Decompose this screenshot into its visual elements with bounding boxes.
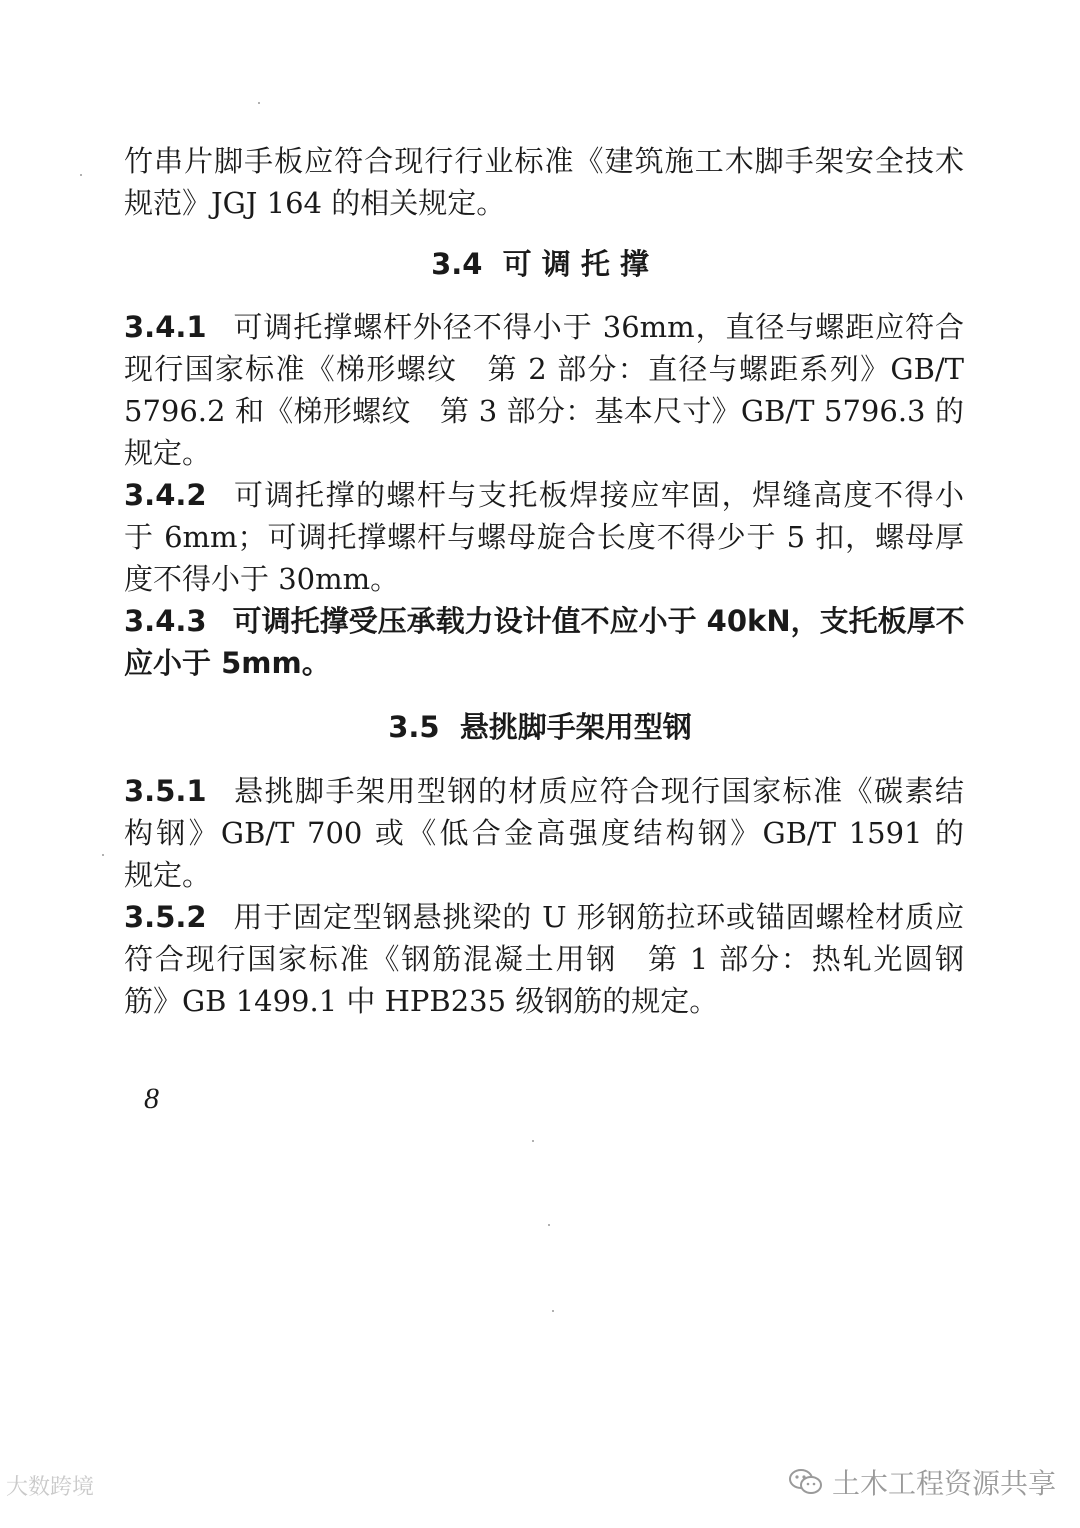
clause-3-4-3-line-2: 应小于 5mm。 [124, 646, 331, 680]
scan-speck [102, 854, 104, 856]
clause-3-4-1-line-1 [124, 306, 964, 348]
scan-speck [532, 1140, 534, 1142]
clause-3-5-2-line-1 [124, 896, 964, 938]
clause-text: 可调托撑的螺杆与支托板焊接应牢固，焊缝高度不得小 [232, 478, 964, 512]
clause-number: 3.5.1 [124, 774, 207, 808]
wechat-icon [788, 1467, 824, 1497]
watermark-left [6, 1470, 94, 1501]
clause-3-5-1-line-2: 构钢》GB/T 700 或《低合金高强度结构钢》GB/T 1591 的 [124, 816, 964, 850]
intro-line-2: 规范》JGJ 164 的相关规定。 [124, 186, 506, 220]
section-heading-3-4: 3.4 可 调 托 撑 [431, 247, 649, 281]
clause-3-5-2-line-3: 筋》GB 1499.1 中 HPB235 级钢筋的规定。 [124, 984, 719, 1018]
clause-3-4-1-line-4: 规定。 [124, 436, 212, 470]
watermark-left-text: 大数跨境 [6, 1475, 95, 1500]
watermark-right [788, 1462, 1056, 1502]
clause-number: 3.5.2 [124, 900, 207, 934]
section-heading-3-5: 3.5 悬挑脚手架用型钢 [388, 710, 692, 744]
clause-text: 悬挑脚手架用型钢的材质应符合现行国家标准《碳素结 [232, 774, 964, 808]
clause-text: 用于固定型钢悬挑梁的 U 形钢筋拉环或锚固螺栓材质应 [232, 900, 964, 934]
clause-number: 3.4.2 [124, 478, 207, 512]
scan-speck [552, 1310, 554, 1312]
clause-text: 可调托撑受压承载力设计值不应小于 40kN，支托板厚不 [232, 604, 965, 638]
scan-speck [80, 174, 82, 176]
clause-text: 可调托撑螺杆外径不得小于 36mm，直径与螺距应符合 [232, 310, 964, 344]
clause-3-4-1-line-3: 5796.2 和《梯形螺纹 第 3 部分：基本尺寸》GB/T 5796.3 的 [124, 394, 964, 428]
watermark-right-text: 土木工程资源共享 [832, 1467, 1057, 1500]
clause-3-4-1-line-2: 现行国家标准《梯形螺纹 第 2 部分：直径与螺距系列》GB/T [124, 352, 964, 386]
intro-line-1: 竹串片脚手板应符合现行行业标准《建筑施工木脚手架安全技术 [124, 144, 964, 178]
page-number: 8 [144, 1082, 159, 1115]
clause-number: 3.4.1 [124, 310, 207, 344]
scan-speck [258, 102, 260, 104]
clause-3-4-2-line-1 [124, 474, 964, 516]
scan-speck [548, 1224, 550, 1226]
clause-3-5-1-line-1 [124, 770, 964, 812]
clause-3-5-2-line-2: 符合现行国家标准《钢筋混凝土用钢 第 1 部分：热轧光圆钢 [124, 942, 964, 976]
clause-3-4-2-line-2: 于 6mm；可调托撑螺杆与螺母旋合长度不得少于 5 扣，螺母厚 [124, 520, 964, 554]
clause-3-4-3-line-1 [124, 600, 964, 642]
clause-3-4-2-line-3: 度不得小于 30mm。 [124, 562, 400, 596]
clause-3-5-1-line-3: 规定。 [124, 858, 212, 892]
clause-number: 3.4.3 [124, 604, 207, 638]
